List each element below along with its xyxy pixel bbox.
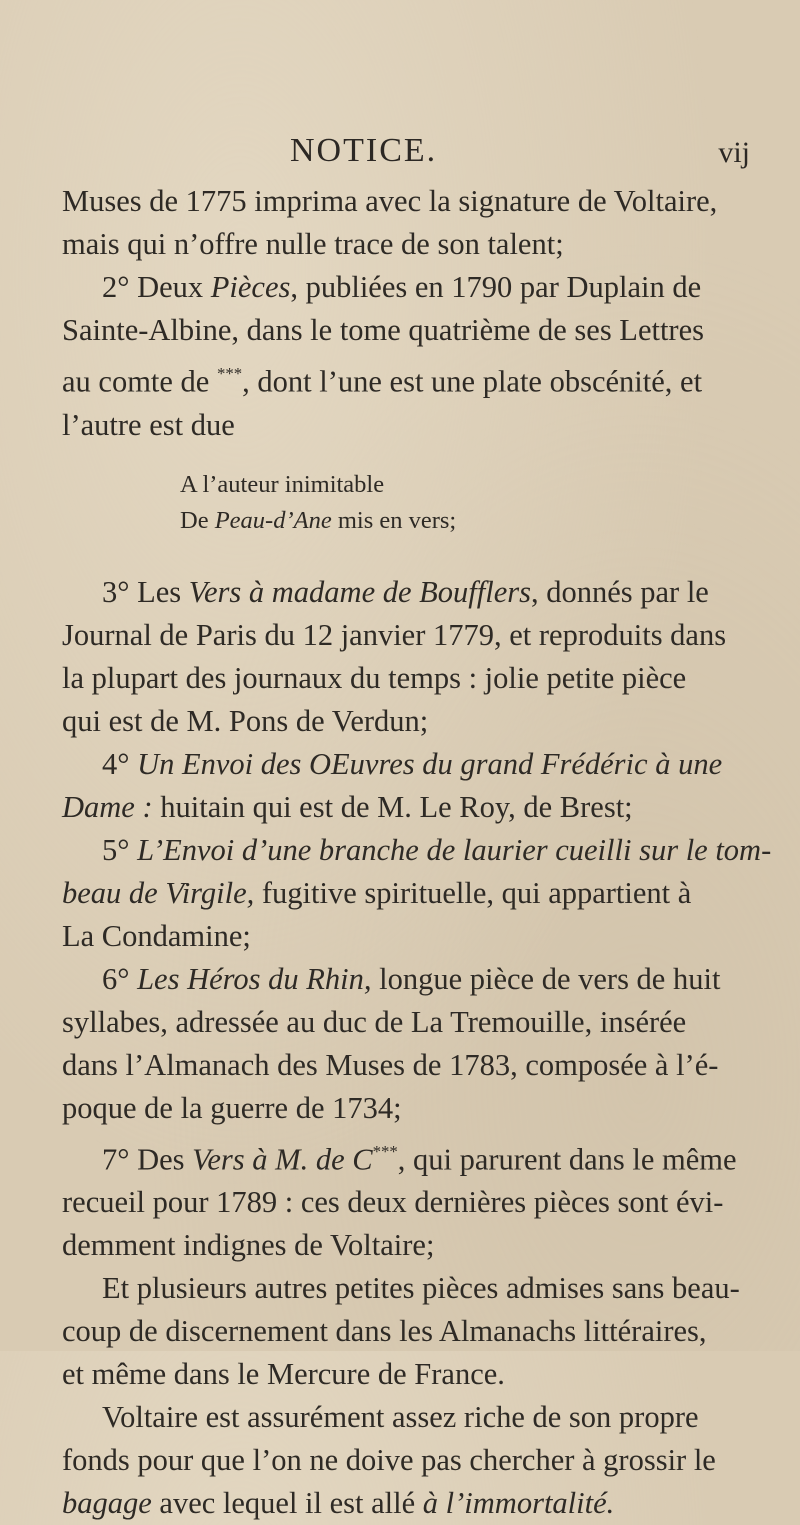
text-line: 6° Les Héros du Rhin, longue pièce de vers de huit — [102, 961, 721, 996]
text-line: Dame : huitain qui est de M. Le Roy, de Brest; — [62, 789, 633, 824]
text-line: 7° Des Vers à M. de C***, qui parurent dans le même — [102, 1141, 737, 1177]
text-line: 3° Les Vers à madame de Boufflers, donnés par le — [102, 574, 709, 609]
text-line: fonds pour que l’on ne doive pas chercher à grossir le — [62, 1443, 716, 1478]
text-line: Journal de Paris du 12 janvier 1779, et reproduits dans — [62, 617, 727, 652]
text-line: poque de la guerre de 1734; — [62, 1090, 402, 1125]
text-line: 2° Deux Pièces, publiées en 1790 par Duplain de — [102, 270, 702, 304]
text-line: demment indignes de Voltaire; — [62, 1228, 435, 1263]
text-line: l’autre est due — [62, 407, 235, 442]
text-line: dans l’Almanach des Muses de 1783, composée à l’é- — [62, 1047, 719, 1082]
body-text — [62, 180, 772, 1525]
verse-line: De Peau-d’Ane mis en vers; — [180, 506, 457, 534]
page-header — [60, 132, 750, 180]
text-line: 5° L’Envoi d’une branche de laurier cueilli sur le tom- — [102, 832, 772, 867]
verse-line: A l’auteur inimitable — [180, 470, 385, 498]
text-line: syllabes, adressée au duc de La Tremouille, insérée — [62, 1004, 687, 1039]
text-line: et même dans le Mercure de France. — [62, 1357, 505, 1392]
text-line: qui est de M. Pons de Verdun; — [62, 703, 429, 738]
running-title: NOTICE. — [290, 132, 438, 169]
text-line: Voltaire est assurément assez riche de son propre — [102, 1400, 699, 1435]
text-line: la plupart des journaux du temps : jolie petite pièce — [62, 660, 687, 695]
text-line: mais qui n’offre nulle trace de son talent; — [62, 227, 564, 261]
text-line: beau de Virgile, fugitive spirituelle, qui appartient à — [62, 875, 692, 910]
text-line: au comte de ***, dont l’une est une plate obscénité, et — [62, 364, 703, 399]
page-number: vij — [718, 136, 750, 169]
text-line: Et plusieurs autres petites pièces admises sans beau- — [102, 1271, 740, 1306]
text-line: La Condamine; — [62, 918, 251, 953]
text-line: 4° Un Envoi des OEuvres du grand Frédéric à une — [102, 746, 723, 781]
text-line: bagage avec lequel il est allé à l’immortalité. — [62, 1486, 615, 1521]
text-line: recueil pour 1789 : ces deux dernières pièces sont évi- — [62, 1185, 724, 1220]
text-line: Sainte-Albine, dans le tome quatrième de ses Lettres — [62, 313, 704, 347]
text-line: Muses de 1775 imprima avec la signature de Voltaire, — [62, 184, 718, 218]
text-line: coup de discernement dans les Almanachs littéraires, — [62, 1314, 707, 1349]
